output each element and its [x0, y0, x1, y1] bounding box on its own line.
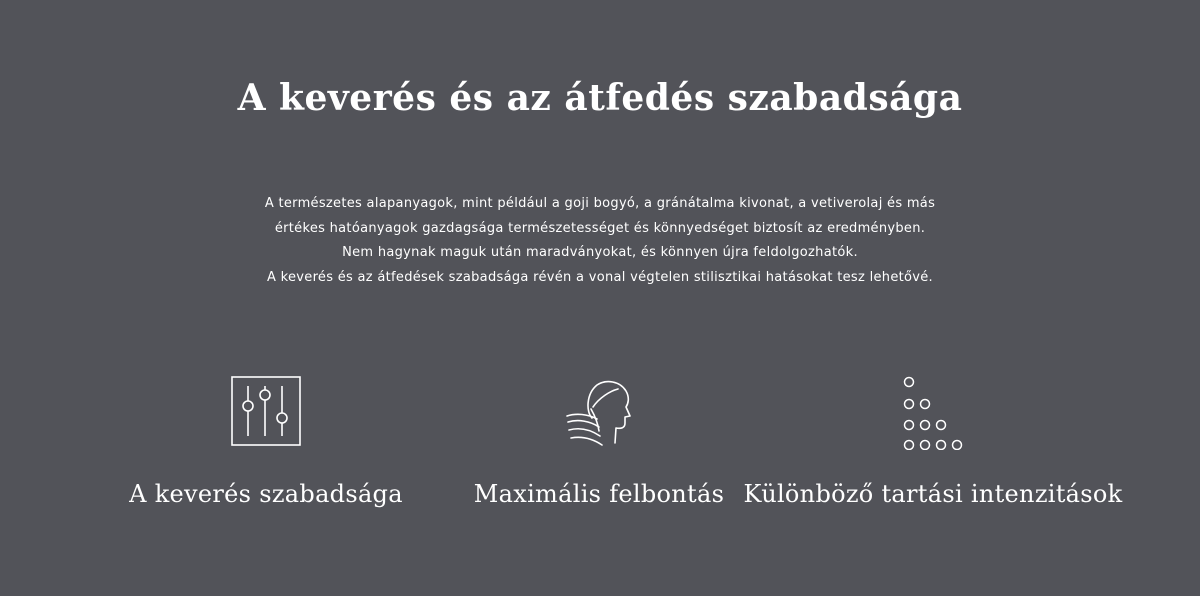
feature-label: A keverés szabadsága: [129, 480, 403, 508]
feature-hold-intensity: [733, 0, 1133, 596]
description-line: Nem hagynak maguk után maradványokat, és könnyen újra feldolgozhatók.: [342, 245, 858, 260]
section-title: A keverés és az átfedés szabadsága: [237, 77, 963, 119]
description-line: A keverés és az átfedések szabadsága révén a vonal végtelen stilisztikai hatásokat tesz lehetővé.: [266, 269, 933, 285]
dots-pyramid-icon: [733, 376, 1133, 450]
description-line: A természetes alapanyagok, mint például a goji bogyó, a gránátalma kivonat, a vetiverolaj és más: [264, 196, 936, 211]
feature-label: Különböző tartási intenzitások: [743, 480, 1123, 508]
description-line: értékes hatóanyagok gazdagsága természetességet és könnyedséget biztosít az eredményben.: [274, 220, 926, 236]
feature-label: Maximális felbontás: [473, 480, 725, 508]
